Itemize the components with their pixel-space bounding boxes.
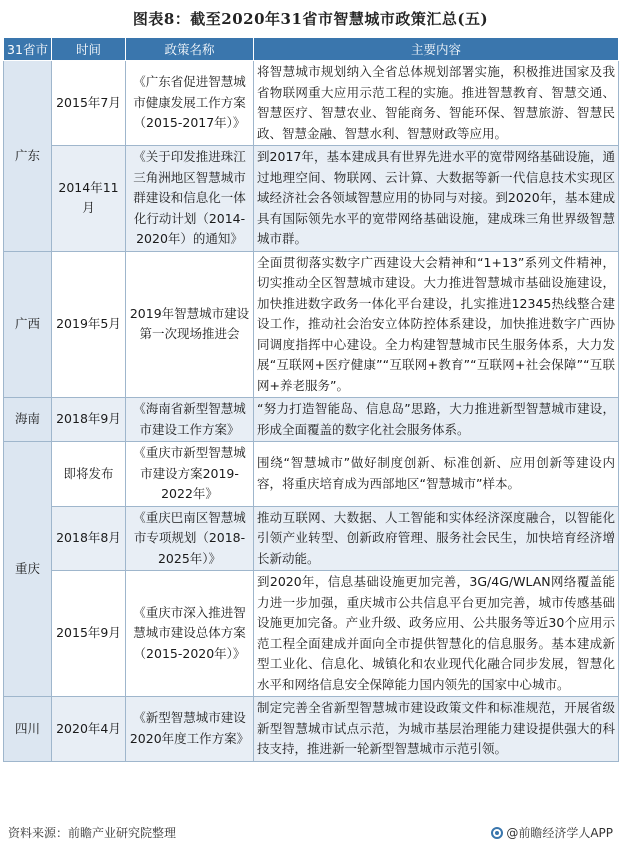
content-cell: 到2020年，信息基础设施更加完善，3G/4G/WLAN网络覆盖能力进一步加强，重庆城市公共信息平台更加完善，城市传感基础设施更加完备。产业升级、政务应用、公共服务等近30个应用示范工程全面建成并面向全市提供智慧化的信息服务。基本建成新型工业化、信息化、城镇化和农业现代化融合同步发展，智慧化水平和网络信息安全保障能力国内领先的国家中心城市。	[254, 571, 619, 697]
header-time: 时间	[52, 38, 126, 61]
province-cell: 广西	[4, 251, 52, 398]
source-note: 资料来源：前瞻产业研究院整理	[8, 826, 177, 840]
content-cell: 制定完善全省新型智慧城市建设政策文件和标准规范，开展省级新型智慧城市试点示范，为城市基层治理能力建设提供强大的科技支持，推进新一轮新型智慧城市示范引领。	[254, 697, 619, 762]
content-cell: “努力打造智能岛、信息岛”思路，大力推进新型智慧城市建设，形成全面覆盖的数字化社会服务体系。	[254, 398, 619, 442]
time-cell: 2014年11月	[52, 146, 126, 252]
time-cell: 2018年8月	[52, 506, 126, 571]
brand-watermark	[491, 824, 613, 841]
header-policy-name: 政策名称	[126, 38, 254, 61]
table-row	[4, 442, 619, 507]
content-cell: 围绕“智慧城市”做好制度创新、标准创新、应用创新等建设内容，将重庆培育成为西部地区“智慧城市”样本。	[254, 442, 619, 507]
policy-name-cell: 《重庆市深入推进智慧城市建设总体方案（2015-2020年）》	[126, 571, 254, 697]
policy-name-cell: 《重庆巴南区智慧城市专项规划（2018-2025年）》	[126, 506, 254, 571]
table-row	[4, 398, 619, 442]
table-header-row	[4, 38, 619, 61]
footer	[8, 824, 613, 842]
province-cell: 重庆	[4, 442, 52, 697]
policy-table	[3, 37, 619, 762]
policy-name-cell: 2019年智慧城市建设第一次现场推进会	[126, 251, 254, 398]
table-row	[4, 146, 619, 252]
province-cell: 四川	[4, 697, 52, 762]
table-row	[4, 697, 619, 762]
table-row	[4, 506, 619, 571]
time-cell: 2018年9月	[52, 398, 126, 442]
qianzhan-logo-icon	[491, 827, 503, 839]
brand-text: @前瞻经济学人APP	[506, 826, 613, 840]
content-cell: 全面贯彻落实数字广西建设大会精神和“1+13”系列文件精神，切实推动全区智慧城市建设。大力推进智慧城市基础设施建设，加快推进数字政务一体化平台建设，扎实推进12345热线整合建设工作，推动社会治安立体防控体系建设，加快推进数字广西协同调度指挥中心建设。全力构建智慧城市民生服务体系，大力发展“互联网+医疗健康”“互联网+教育”“互联网+社会保障”“互联网+养老服务”。	[254, 251, 619, 398]
policy-name-cell: 《重庆市新型智慧城市建设方案2019-2022年》	[126, 442, 254, 507]
content-cell: 推动互联网、大数据、人工智能和实体经济深度融合，以智能化引领产业转型、创新政府管理、服务社会民生，加快培育经济增长新动能。	[254, 506, 619, 571]
header-main-content: 主要内容	[254, 38, 619, 61]
table-row	[4, 251, 619, 398]
content-cell: 将智慧城市规划纳入全省总体规划部署实施，积极推进国家及我省物联网重大应用示范工程的实施。推进智慧教育、智慧交通、智慧医疗、智慧农业、智能商务、智能环保、智慧旅游、智慧民政、智慧金融、智慧水利、智慧财政等应用。	[254, 61, 619, 146]
time-cell: 2015年9月	[52, 571, 126, 697]
policy-name-cell: 《海南省新型智慧城市建设工作方案》	[126, 398, 254, 442]
policy-name-cell: 《广东省促进智慧城市健康发展工作方案（2015-2017年）》	[126, 61, 254, 146]
policy-name-cell: 《新型智慧城市建设2020年度工作方案》	[126, 697, 254, 762]
policy-name-cell: 《关于印发推进珠江三角洲地区智慧城市群建设和信息化一体化行动计划（2014-2020年）的通知》	[126, 146, 254, 252]
time-cell: 2019年5月	[52, 251, 126, 398]
time-cell: 2015年7月	[52, 61, 126, 146]
time-cell: 即将发布	[52, 442, 126, 507]
page-title: 图表8：截至2020年31省市智慧城市政策汇总(五)	[132, 10, 489, 28]
province-cell: 海南	[4, 398, 52, 442]
time-cell: 2020年4月	[52, 697, 126, 762]
header-province: 31省市	[4, 38, 52, 61]
table-row	[4, 61, 619, 146]
table-row	[4, 571, 619, 697]
province-cell: 广东	[4, 61, 52, 252]
content-cell: 到2017年，基本建成具有世界先进水平的宽带网络基础设施，通过地理空间、物联网、云计算、大数据等新一代信息技术实现区域经济社会各领域智慧应用的协同与对接。到2020年，基本建成具有国际领先水平的宽带网络基础设施，建成珠三角世界级智慧城市群。	[254, 146, 619, 252]
